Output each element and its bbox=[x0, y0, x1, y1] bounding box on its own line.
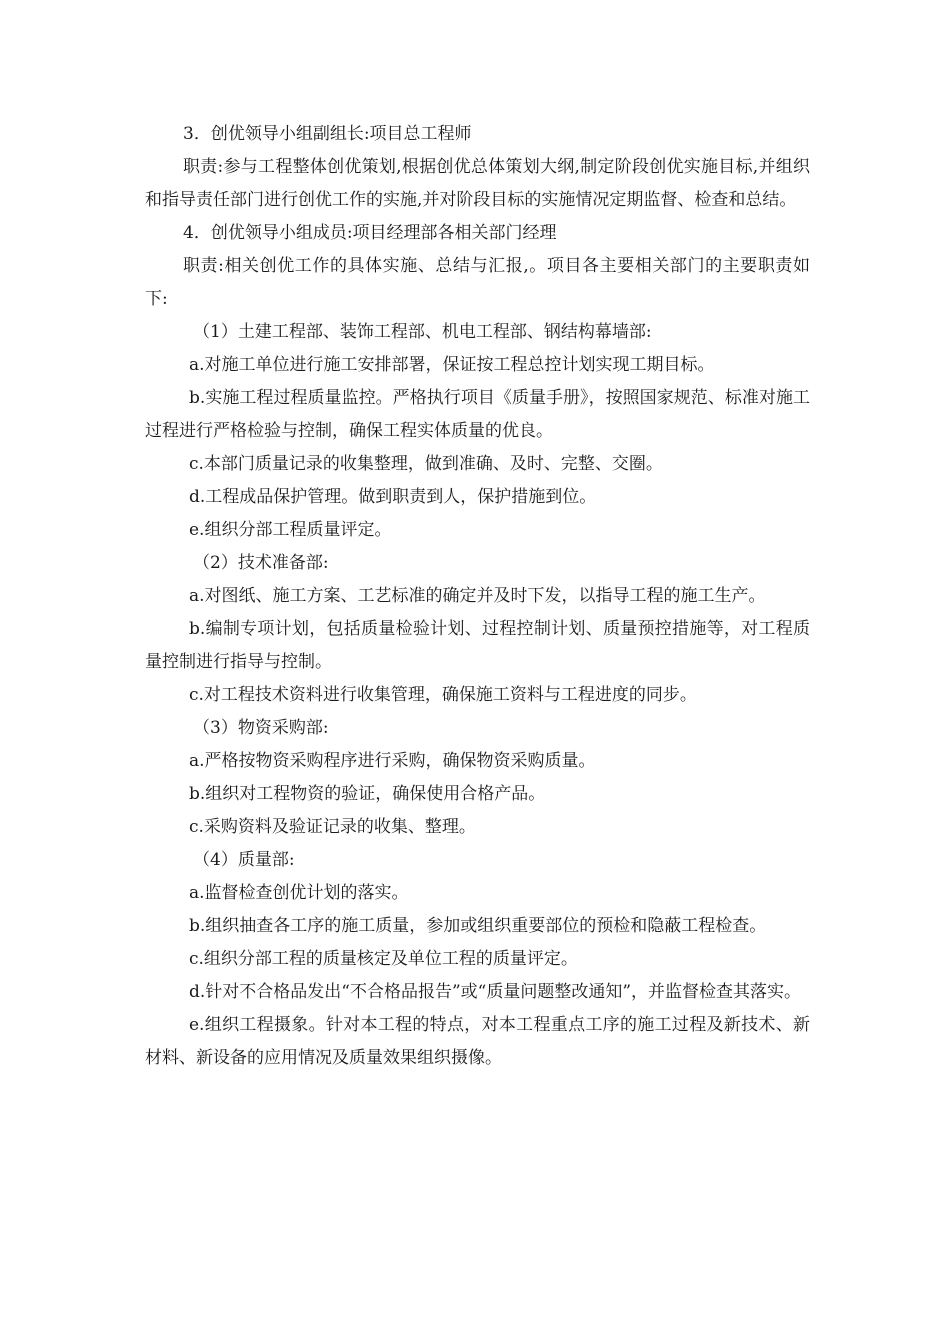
paragraph: c.采购资料及验证记录的收集、整理。 bbox=[189, 817, 476, 837]
paragraph: e.组织分部工程质量评定。 bbox=[189, 520, 392, 540]
paragraph: 职责:参与工程整体创优策划,根据创优总体策划大纲,制定阶段创优实施目标,并组织和指导责任部门进行创优工作的实施,并对阶段目标的实施情况定期监督、检查和总结。 bbox=[145, 157, 810, 210]
paragraph: b.实施工程过程质量监控。严格执行项目《质量手册》，按照国家规范、标准对施工过程进行严格检验与控制，确保工程实体质量的优良。 bbox=[145, 388, 810, 441]
paragraph: c.对工程技术资料进行收集管理，确保施工资料与工程进度的同步。 bbox=[189, 685, 697, 705]
paragraph: a.严格按物资采购程序进行采购，确保物资采购质量。 bbox=[189, 751, 596, 771]
paragraph: a.对图纸、施工方案、工艺标准的确定并及时下发，以指导工程的施工生产。 bbox=[189, 586, 766, 606]
paragraph: d.针对不合格品发出“不合格品报告”或“质量问题整改通知”，并监督检查其落实。 bbox=[189, 982, 802, 1002]
paragraph: （4）质量部: bbox=[193, 850, 295, 870]
paragraph: e.组织工程摄象。针对本工程的特点，对本工程重点工序的施工过程及新技术、新材料、新设备的应用情况及质量效果组织摄像。 bbox=[145, 1015, 810, 1068]
paragraph: d.工程成品保护管理。做到职责到人，保护措施到位。 bbox=[189, 487, 597, 507]
paragraph: b.编制专项计划，包括质量检验计划、过程控制计划、质量预控措施等，对工程质量控制进行指导与控制。 bbox=[145, 619, 810, 672]
paragraph: b.组织对工程物资的验证，确保使用合格产品。 bbox=[189, 784, 546, 804]
paragraph: 4．创优领导小组成员:项目经理部各相关部门经理 bbox=[183, 223, 557, 243]
paragraph: （3）物资采购部: bbox=[193, 718, 329, 738]
paragraph: c.组织分部工程的质量核定及单位工程的质量评定。 bbox=[189, 949, 578, 969]
paragraph: c.本部门质量记录的收集整理，做到准确、及时、完整、交圈。 bbox=[189, 454, 663, 474]
paragraph: （1）土建工程部、装饰工程部、机电工程部、钢结构幕墙部: bbox=[193, 322, 652, 342]
paragraph: 职责:相关创优工作的具体实施、总结与汇报,。项目各主要相关部门的主要职责如下: bbox=[145, 256, 810, 309]
paragraph: a.对施工单位进行施工安排部署，保证按工程总控计划实现工期目标。 bbox=[189, 355, 715, 375]
document-body bbox=[145, 118, 810, 1075]
paragraph: a.监督检查创优计划的落实。 bbox=[189, 883, 409, 903]
paragraph: b.组织抽查各工序的施工质量，参加或组织重要部位的预检和隐蔽工程检查。 bbox=[189, 916, 767, 936]
paragraph: （2）技术准备部: bbox=[193, 553, 329, 573]
paragraph: 3．创优领导小组副组长:项目总工程师 bbox=[183, 124, 472, 144]
